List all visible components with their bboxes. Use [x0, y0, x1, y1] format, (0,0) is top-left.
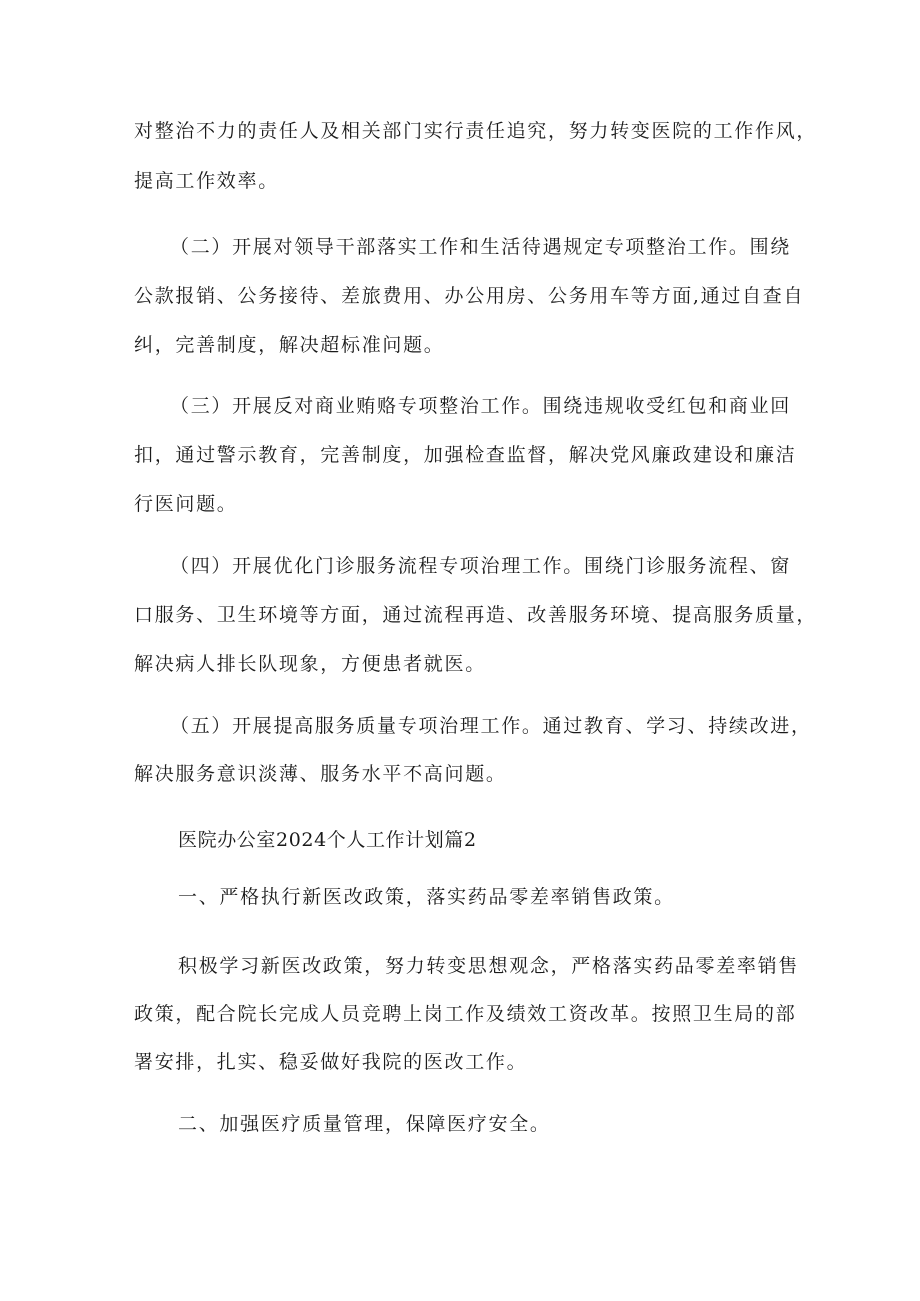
text-line: （四）开展优化门诊服务流程专项治理工作。围绕门诊服务流程、窗	[170, 555, 792, 577]
text-line: 提高工作效率。	[134, 170, 279, 192]
text-line: （五）开展提高服务质量专项治理工作。通过教育、学习、持续改进，	[170, 715, 812, 737]
text-line: 公款报销、公务接待、差旅费用、办公用房、公务用车等方面,通过自查自	[134, 285, 805, 307]
text-line: 二、加强医疗质量管理，保障医疗安全。	[178, 1113, 551, 1135]
text-line: 署安排，扎实、稳妥做好我院的医改工作。	[134, 1051, 528, 1073]
text-line: 纠，完善制度，解决超标准问题。	[134, 334, 445, 356]
text-line: 口服务、卫生环境等方面，通过流程再造、改善服务环境、提高服务质量，	[134, 604, 818, 626]
text-line: 解决服务意识淡薄、服务水平不高问题。	[134, 763, 507, 785]
text-line: 对整治不力的责任人及相关部门实行责任追究，努力转变医院的工作作风，	[134, 120, 818, 142]
text-line: 行医问题。	[134, 493, 238, 515]
text-line: 积极学习新医改政策，努力转变思想观念，严格落实药品零差率销售	[178, 955, 800, 977]
section-title-text: 医院办公室2024个人工作计划篇2	[178, 829, 477, 851]
text-line: （二）开展对领导干部落实工作和生活待遇规定专项整治工作。围绕	[170, 236, 792, 258]
text-line: 解决病人排长队现象，方便患者就医。	[134, 653, 486, 675]
text-line: （三）开展反对商业贿赂专项整治工作。围绕违规收受红包和商业回	[170, 395, 792, 417]
text-line: 扣，通过警示教育，完善制度，加强检查监督，解决党风廉政建设和廉洁	[134, 444, 797, 466]
text-line: 政策，配合院长完成人员竞聘上岗工作及绩效工资改革。按照卫生局的部	[134, 1003, 797, 1025]
text-line: 一、严格执行新医改政策，落实药品零差率销售政策。	[178, 886, 675, 908]
